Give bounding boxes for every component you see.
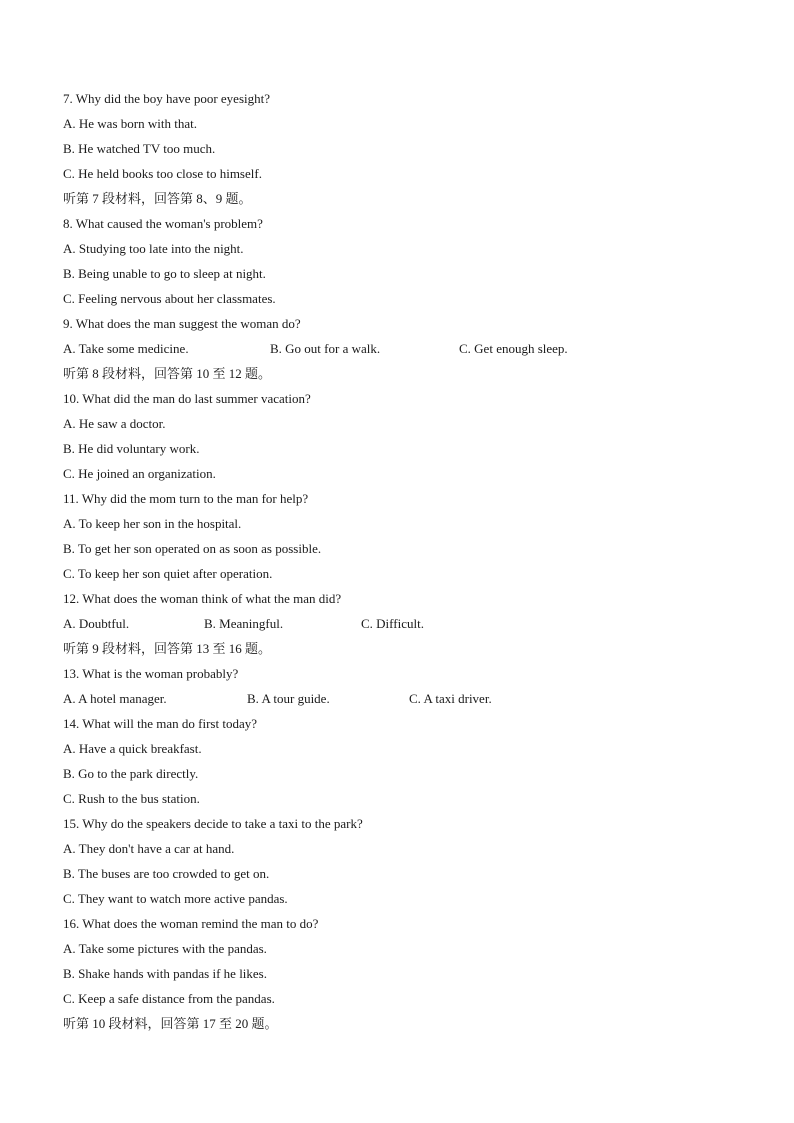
question-9: 9. What does the man suggest the woman do? — [63, 316, 301, 331]
option-15c: C. They want to watch more active pandas. — [63, 891, 288, 906]
question-10: 10. What did the man do last summer vacation? — [63, 391, 311, 406]
option-9a: A. Take some medicine. — [63, 341, 189, 356]
option-16c: C. Keep a safe distance from the pandas. — [63, 991, 275, 1006]
option-12a: A. Doubtful. — [63, 616, 130, 631]
option-16b: B. Shake hands with pandas if he likes. — [63, 966, 267, 981]
options-12 — [63, 614, 743, 639]
option-8b: B. Being unable to go to sleep at night. — [63, 266, 266, 281]
options-13 — [63, 689, 743, 714]
option-14c: C. Rush to the bus station. — [63, 791, 200, 806]
option-10c: C. He joined an organization. — [63, 466, 216, 481]
question-15: 15. Why do the speakers decide to take a taxi to the park? — [63, 816, 363, 831]
option-13a: A. A hotel manager. — [63, 691, 167, 706]
option-12b: B. Meaningful. — [204, 616, 284, 631]
section-instruction-7: 听第 7 段材料，回答第 8、9 题。 — [63, 191, 252, 206]
question-8: 8. What caused the woman's problem? — [63, 216, 263, 231]
option-14b: B. Go to the park directly. — [63, 766, 199, 781]
option-10a: A. He saw a doctor. — [63, 416, 166, 431]
section-instruction-8: 听第 8 段材料，回答第 10 至 12 题。 — [63, 366, 272, 381]
option-14a: A. Have a quick breakfast. — [63, 741, 202, 756]
question-16: 16. What does the woman remind the man to do? — [63, 916, 319, 931]
option-9b: B. Go out for a walk. — [270, 341, 381, 356]
question-11: 11. Why did the mom turn to the man for help? — [63, 491, 309, 506]
option-8c: C. Feeling nervous about her classmates. — [63, 291, 276, 306]
section-instruction-9: 听第 9 段材料，回答第 13 至 16 题。 — [63, 641, 272, 656]
option-7c: C. He held books too close to himself. — [63, 166, 262, 181]
option-7a: A. He was born with that. — [63, 116, 197, 131]
question-12: 12. What does the woman think of what the man did? — [63, 591, 342, 606]
option-11a: A. To keep her son in the hospital. — [63, 516, 242, 531]
section-instruction-10: 听第 10 段材料，回答第 17 至 20 题。 — [63, 1016, 278, 1031]
option-15b: B. The buses are too crowded to get on. — [63, 866, 270, 881]
option-15a: A. They don't have a car at hand. — [63, 841, 235, 856]
option-11b: B. To get her son operated on as soon as possible. — [63, 541, 322, 556]
options-9 — [63, 339, 743, 364]
question-14: 14. What will the man do first today? — [63, 716, 257, 731]
option-9c: C. Get enough sleep. — [459, 341, 568, 356]
option-11c: C. To keep her son quiet after operation. — [63, 566, 273, 581]
option-13c: C. A taxi driver. — [409, 691, 492, 706]
question-7: 7. Why did the boy have poor eyesight? — [63, 91, 270, 106]
option-12c: C. Difficult. — [361, 616, 424, 631]
option-10b: B. He did voluntary work. — [63, 441, 200, 456]
option-16a: A. Take some pictures with the pandas. — [63, 941, 267, 956]
option-7b: B. He watched TV too much. — [63, 141, 216, 156]
option-13b: B. A tour guide. — [247, 691, 330, 706]
exam-page — [63, 89, 743, 1039]
option-8a: A. Studying too late into the night. — [63, 241, 244, 256]
question-13: 13. What is the woman probably? — [63, 666, 239, 681]
